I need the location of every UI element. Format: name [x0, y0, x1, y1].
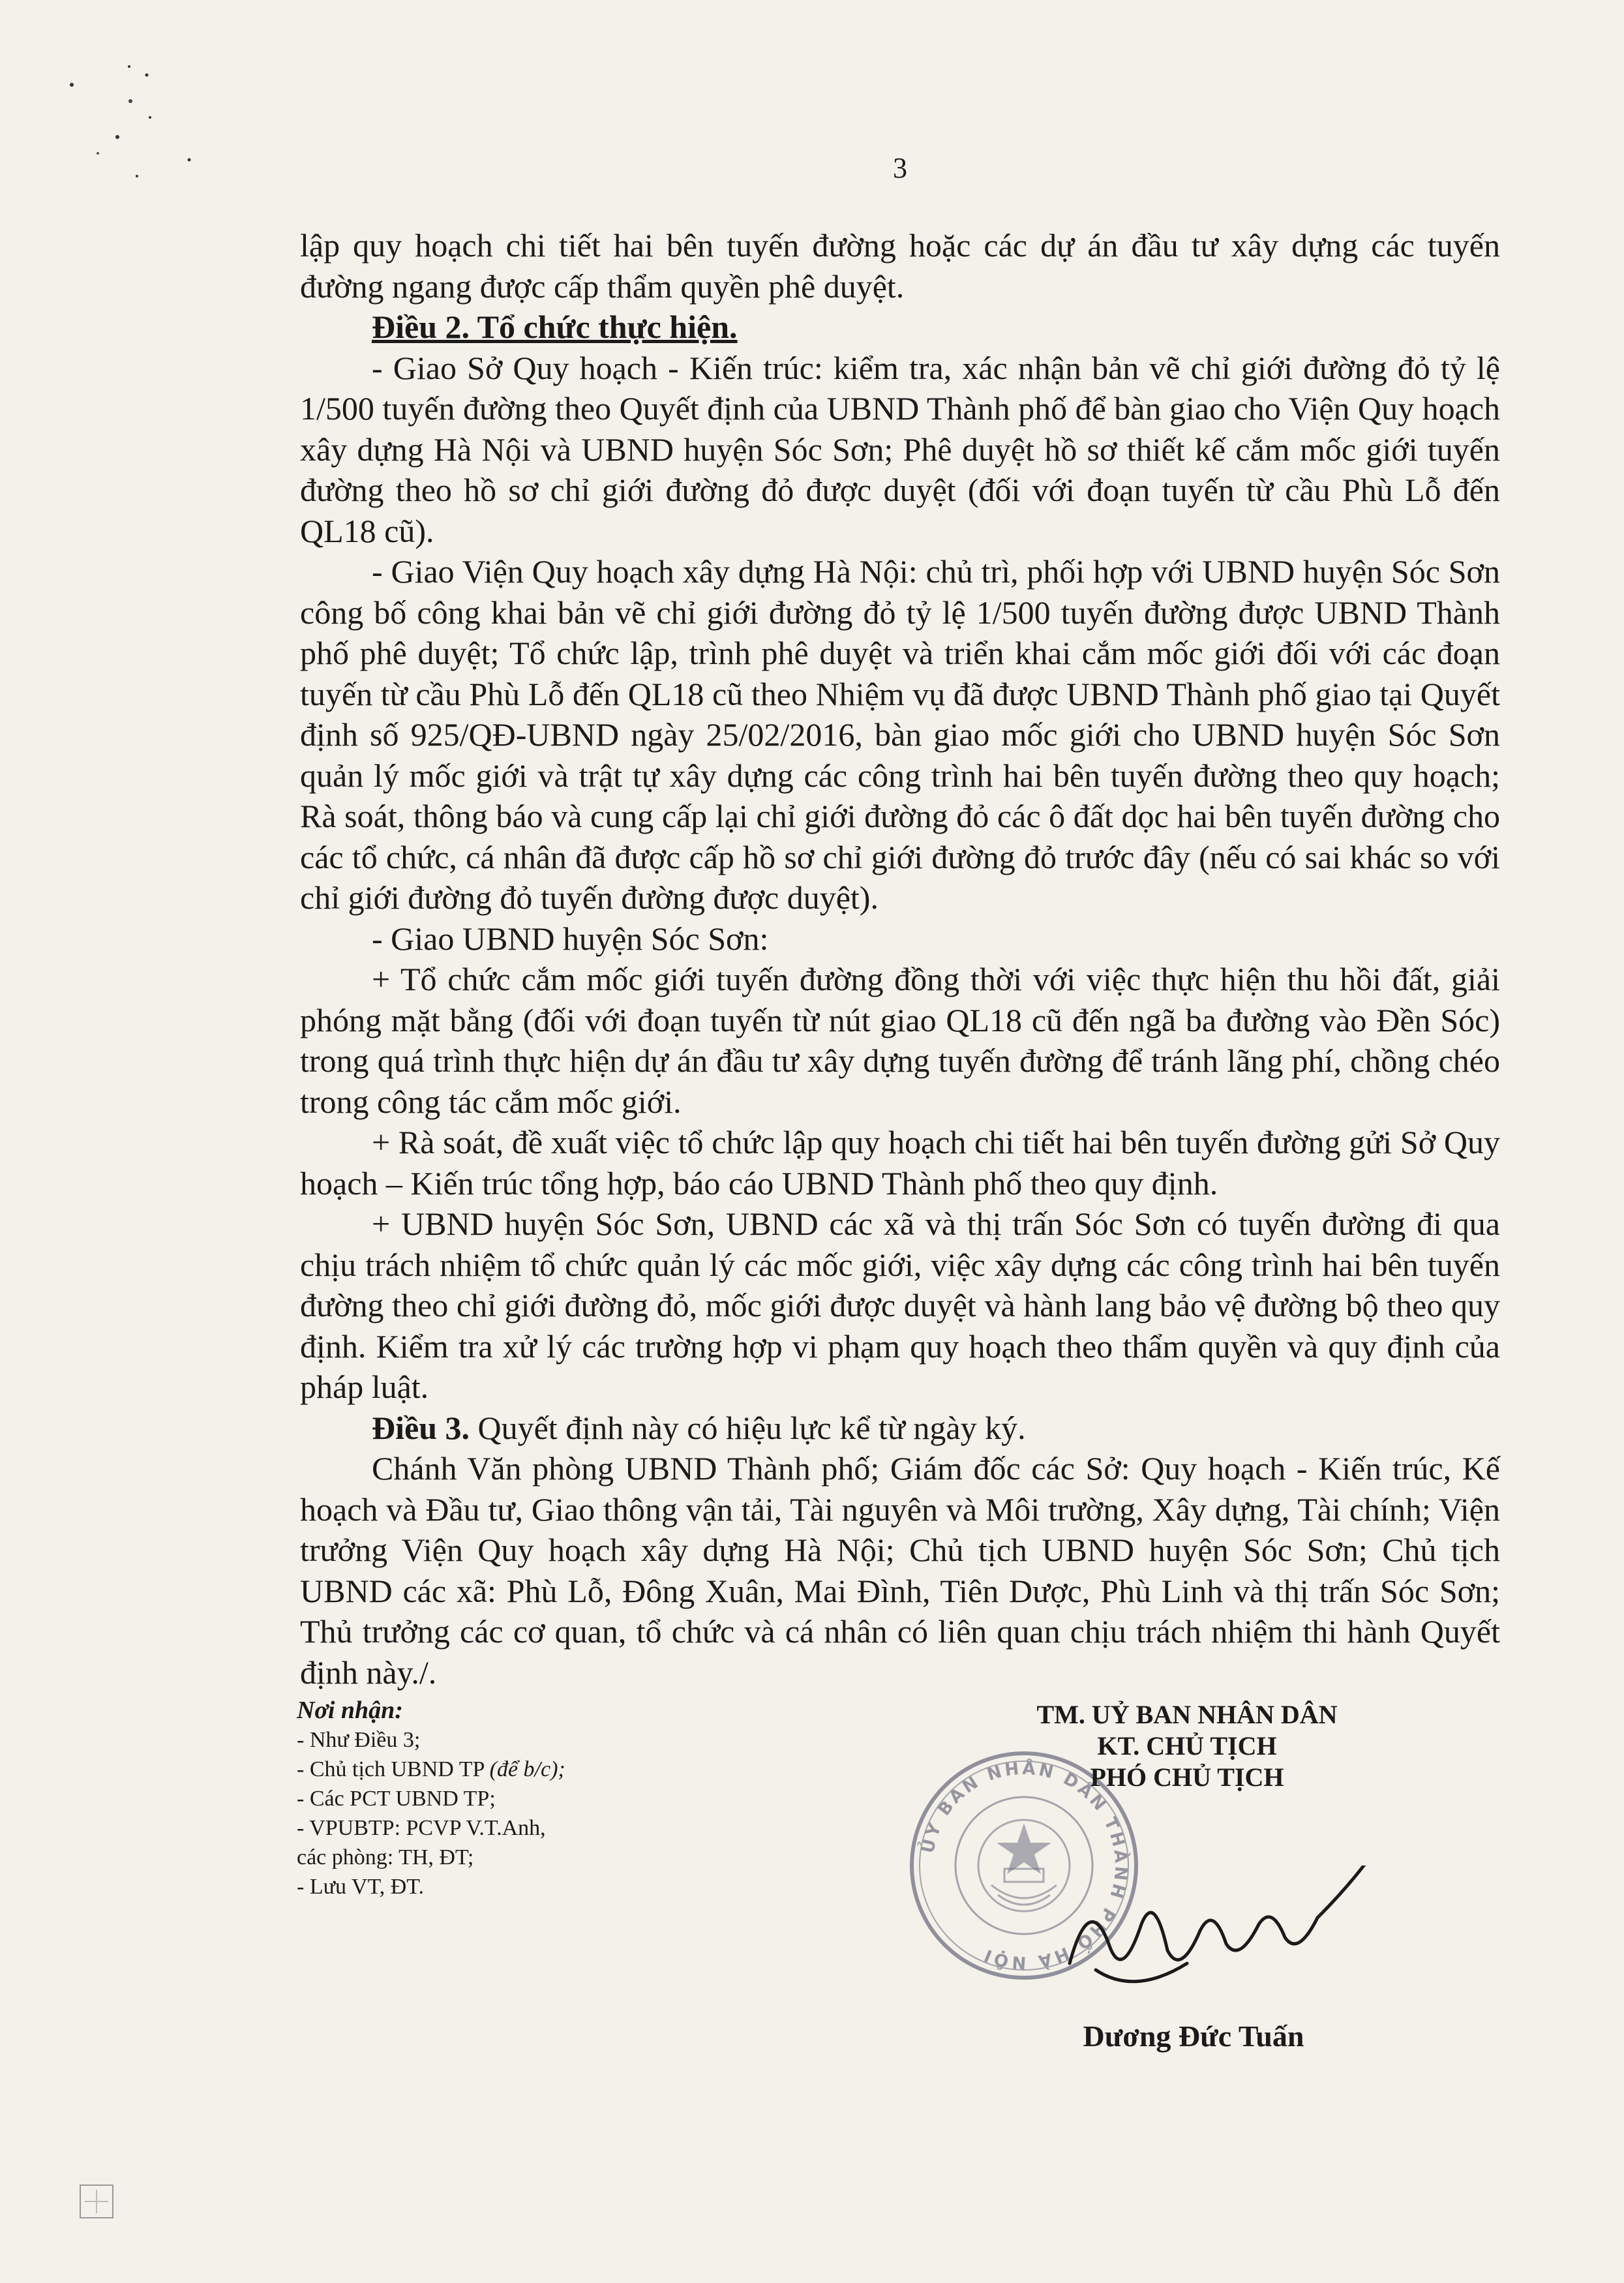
paragraph-thi-hanh: Chánh Văn phòng UBND Thành phố; Giám đốc các Sở: Quy hoạch - Kiến trúc, Kế hoạch và Đầu tư, Giao thông vận tải, Tài nguyên và Môi trường, Xây dựng, Tài chính; Viện trưởng Viện Quy hoạch xây dựng Hà Nội; Chủ tịch UBND huyện Sóc Sơn; Chủ tịch UBND các xã: Phù Lỗ, Đông Xuân, Mai Đình, Tiên Dược, Phù Linh và thị trấn Sóc Sơn; Thủ trưởng các cơ quan, tổ chức và cá nhân có liên quan chịu trách nhiệm thi hành Quyết định này./. — [300, 1450, 1500, 1691]
paragraph-vien-quy-hoach: - Giao Viện Quy hoạch xây dựng Hà Nội: chủ trì, phối hợp với UBND huyện Sóc Sơn công bố công khai bản vẽ chỉ giới đường đỏ tỷ lệ 1/500 tuyến đường được UBND Thành phố phê duyệt; Tổ chức lập, trình phê duyệt và triển khai cắm mốc giới đối với các đoạn tuyến từ cầu Phù Lỗ đến QL18 cũ theo Nhiệm vụ đã được UBND Thành phố giao tại Quyết định số 925/QĐ-UBND ngày 25/02/2016, bàn giao mốc giới cho UBND huyện Sóc Sơn quản lý mốc giới và trật tự xây dựng các công trình hai bên tuyến đường theo quy hoạch; Rà soát, thông báo và cung cấp lại chỉ giới đường đỏ các ô đất dọc hai bên tuyến đường cho các tổ chức, cá nhân đã được cấp hồ sơ chỉ giới đường đỏ trước đây (nếu có sai khác so với chỉ giới đường đỏ tuyến đường được duyệt). — [300, 553, 1500, 916]
recipients-list — [297, 1696, 753, 1901]
recipient-item: các phòng: TH, ĐT; — [297, 1845, 474, 1869]
recipients-title: Nơi nhận: — [297, 1697, 403, 1724]
signature-title: PHÓ CHỦ TỊCH — [1090, 1762, 1284, 1792]
paragraph-continuation: lập quy hoạch chi tiết hai bên tuyến đường hoặc các dự án đầu tư xây dựng các tuyến đường ngang được cấp thẩm quyền phê duyệt. — [300, 227, 1500, 305]
recipient-item: - Như Điều 3; — [297, 1728, 421, 1752]
article-2-title: Điều 2. Tổ chức thực hiện. — [372, 309, 738, 345]
recipient-item — [297, 1755, 753, 1784]
paragraph-ubnd-huyen: - Giao UBND huyện Sóc Sơn: — [372, 920, 769, 957]
seal-text: ỦY BAN NHÂN DÂN THÀNH PHỐ HÀ NỘI — [918, 1759, 1131, 1973]
paragraph-ra-soat: + Rà soát, đề xuất việc tổ chức lập quy hoạch chi tiết hai bên tuyến đường gửi Sở Quy hoạch – Kiến trúc tổng hợp, báo cáo UBND Thành phố theo quy định. — [300, 1124, 1500, 1202]
scan-mark — [77, 2182, 136, 2228]
article-3-title: Điều 3. — [372, 1409, 470, 1446]
article-3-text: Quyết định này có hiệu lực kể từ ngày ký. — [477, 1409, 1026, 1446]
body-text — [300, 225, 1500, 1693]
paragraph-so-quy-hoach: - Giao Sở Quy hoạch - Kiến trúc: kiểm tra, xác nhận bản vẽ chỉ giới đường đỏ tỷ lệ 1/500 tuyến đường theo Quyết định của UBND Thành phố để bàn giao cho Viện Quy hoạch xây dựng Hà Nội và UBND huyện Sóc Sơn; Phê duyệt hồ sơ thiết kế cắm mốc giới tuyến đường theo hồ sơ chỉ giới đường đỏ được duyệt (đối với đoạn tuyến từ cầu Phù Lỗ đến QL18 cũ). — [300, 349, 1501, 549]
recipient-item: - VPUBTP: PCVP V.T.Anh, — [297, 1816, 546, 1840]
handwritten-signature — [1030, 1866, 1396, 2009]
recipient-item-text: - Chủ tịch UBND TP — [297, 1757, 485, 1781]
recipient-item: - Lưu VT, ĐT. — [297, 1875, 425, 1899]
signature-on-behalf: KT. CHỦ TỊCH — [1097, 1731, 1277, 1761]
article-2-heading — [300, 307, 1500, 348]
signature-organization: TM. UỶ BAN NHÂN DÂN — [1036, 1700, 1338, 1729]
paragraph-quan-ly-moc-gioi: + UBND huyện Sóc Sơn, UBND các xã và thị trấn Sóc Sơn có tuyến đường đi qua chịu trách nhiệm tổ chức quản lý các mốc giới, việc xây dựng các công trình hai bên tuyến đường theo chỉ giới đường đỏ, mốc giới được duyệt và hành lang bảo vệ đường bộ theo quy định. Kiểm tra xử lý các trường hợp vi phạm quy hoạch theo thẩm quyền và quy định của pháp luật. — [300, 1205, 1500, 1405]
signature-block — [952, 1699, 1422, 1793]
page-number: 3 — [893, 152, 907, 184]
signer-name: Dương Đức Tuấn — [1083, 2019, 1304, 2053]
article-3 — [300, 1408, 1500, 1449]
recipient-item: - Các PCT UBND TP; — [297, 1787, 496, 1811]
scan-specks — [52, 52, 222, 209]
paragraph-cam-moc-gioi: + Tổ chức cắm mốc giới tuyến đường đồng thời với việc thực hiện thu hồi đất, giải phóng mặt bằng (đối với đoạn tuyến từ nút giao QL18 cũ đến ngã ba đường vào Đền Sóc) trong quá trình thực hiện dự án đầu tư xây dựng tuyến đường để tránh lãng phí, chồng chéo trong công tác cắm mốc giới. — [300, 961, 1500, 1120]
recipient-note: (để b/c); — [489, 1757, 565, 1781]
scan-mark-icon — [77, 2182, 116, 2221]
